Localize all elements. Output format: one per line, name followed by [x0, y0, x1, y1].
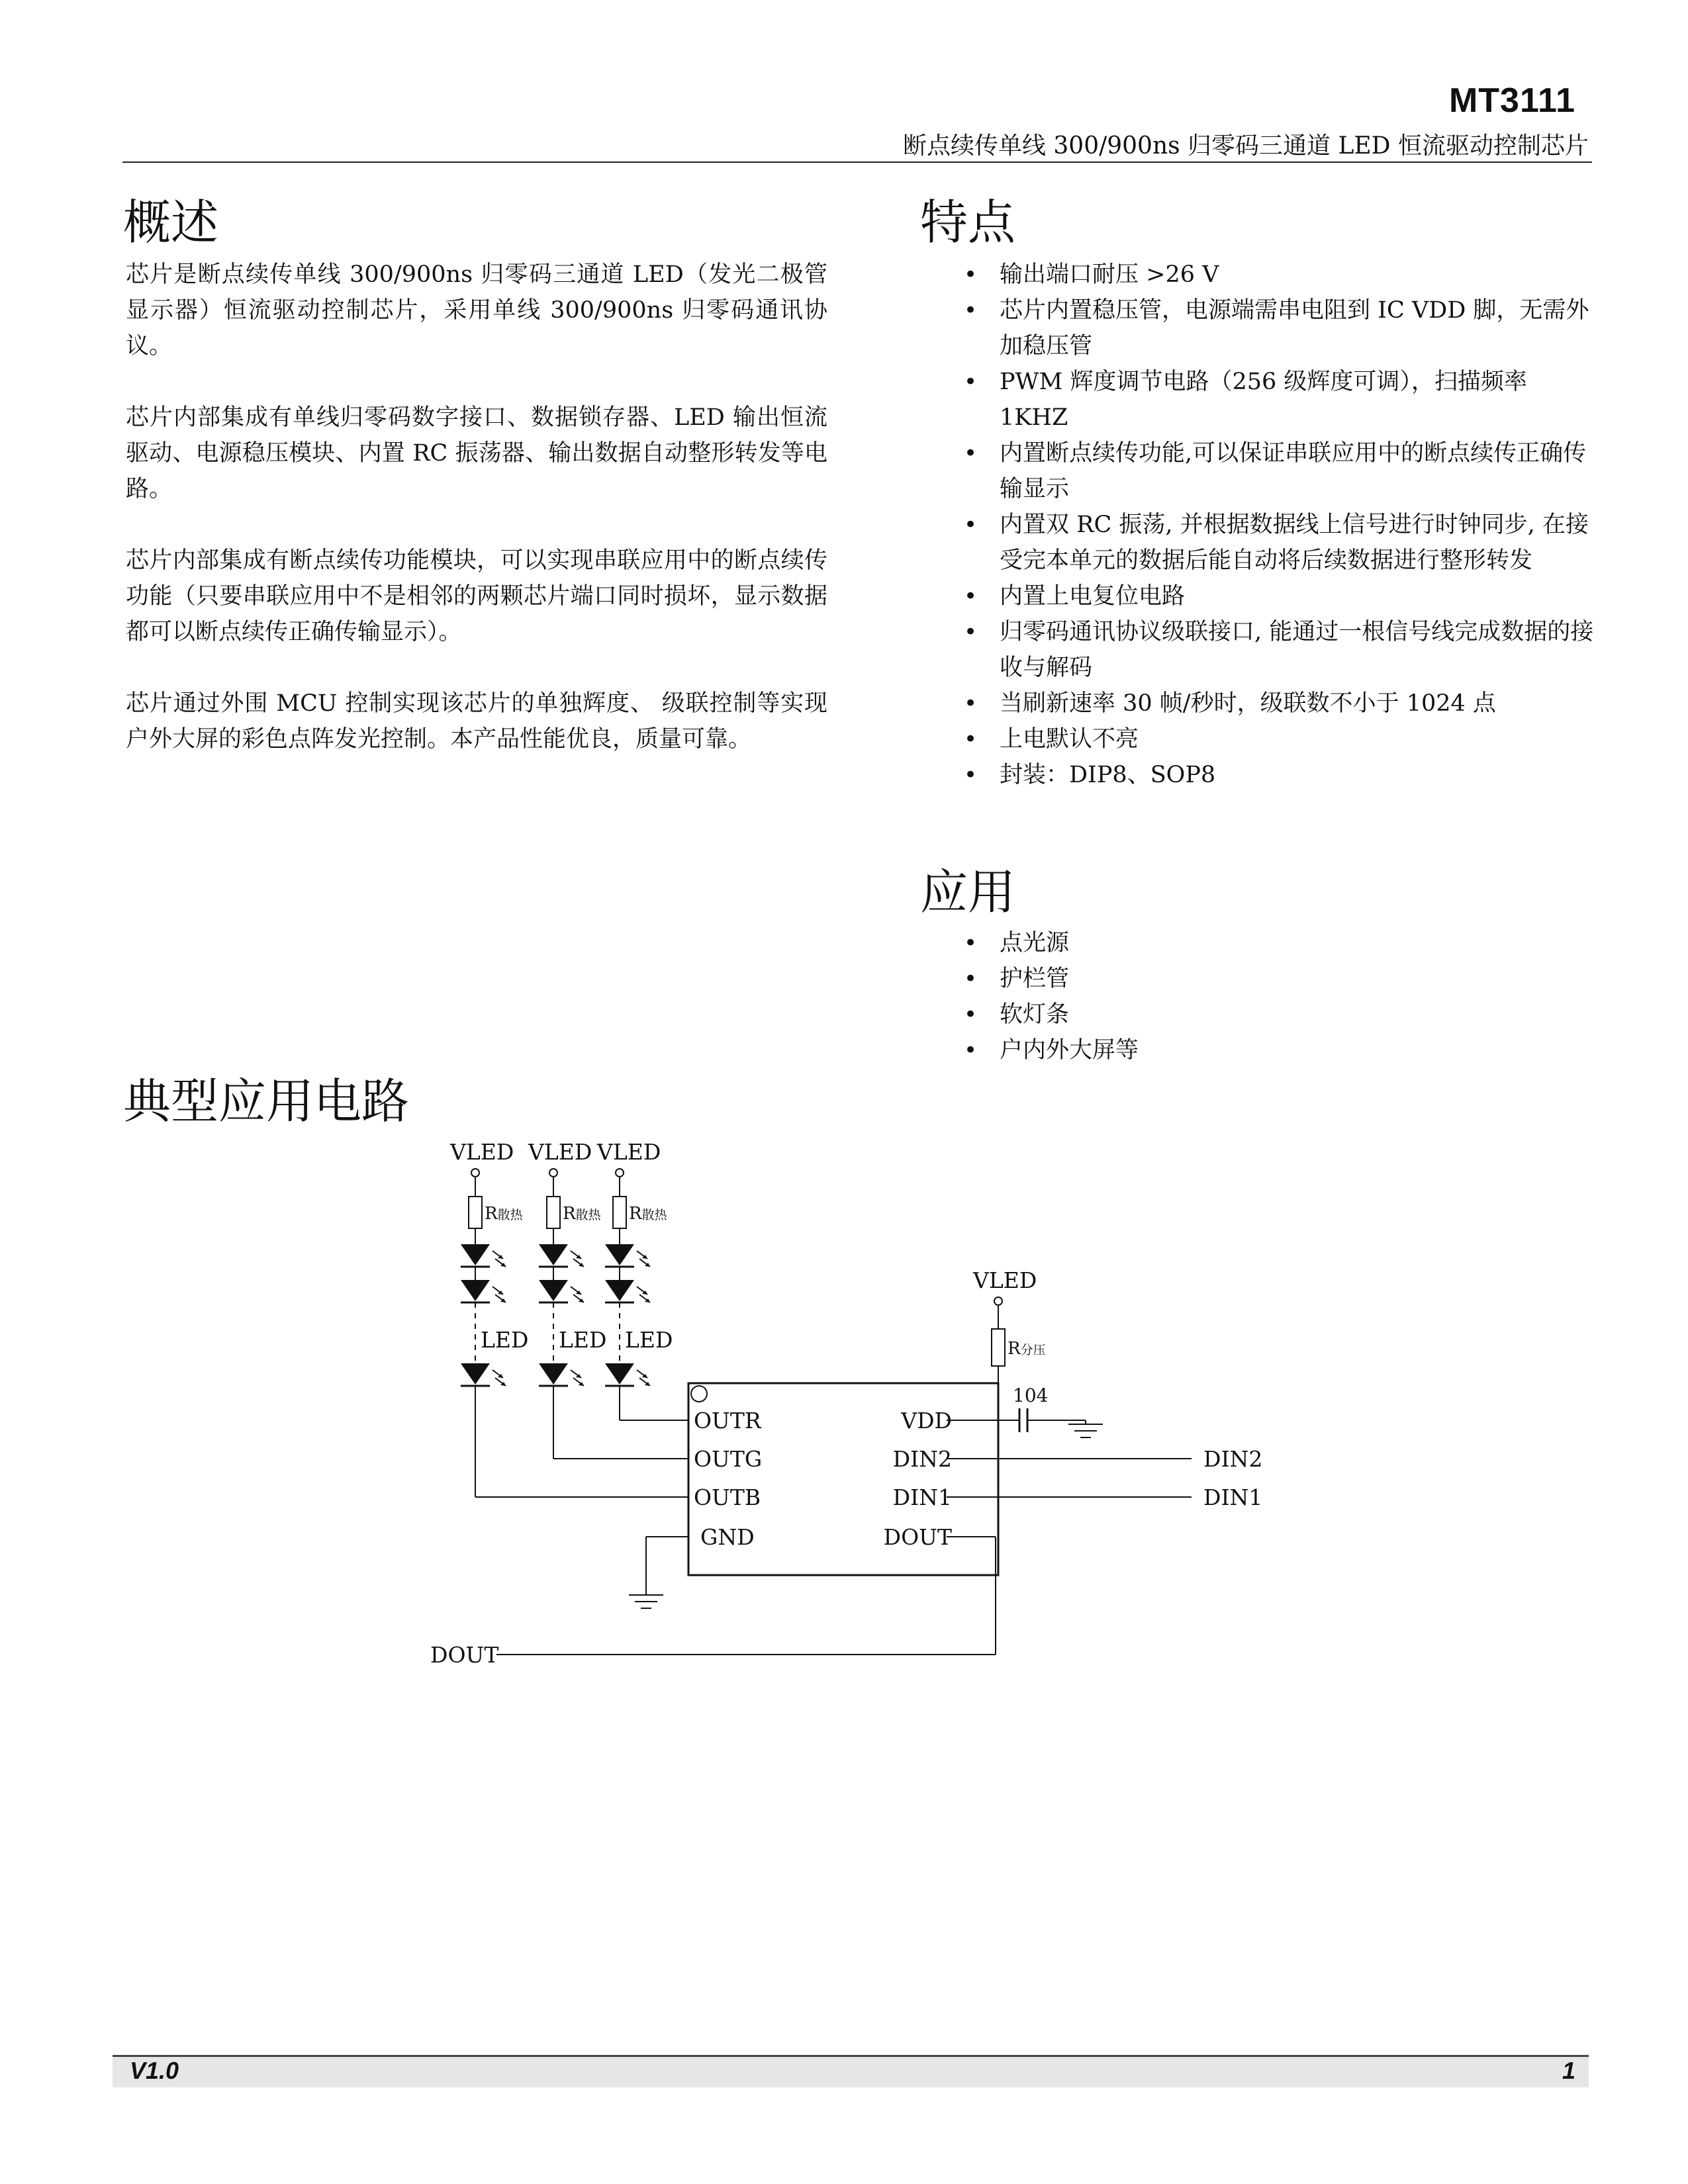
vled-label: VLED	[973, 1267, 1037, 1293]
list-item: • PWM 辉度调节电路（256 级辉度可调），扫描频率 1KHZ	[920, 364, 1602, 435]
list-item: • 当刷新速率 30 帧/秒时，级联数不小于 1024 点	[920, 686, 1602, 721]
led-icon	[605, 1363, 650, 1386]
footer-version: V1.0	[130, 2057, 179, 2084]
list-item: • 户内外大屏等	[920, 1032, 1602, 1068]
r-div-label: R分压	[1008, 1339, 1046, 1359]
overview-title: 概述	[123, 195, 219, 250]
ground-icon	[1068, 1424, 1103, 1437]
list-item: • 内置上电复位电路	[920, 578, 1602, 614]
applications-title: 应用	[920, 864, 1016, 920]
led-icon	[461, 1280, 506, 1302]
features-title: 特点	[920, 195, 1016, 250]
list-item: • 输出端口耐压 >26 V	[920, 257, 1602, 293]
page-number: 1	[1562, 2057, 1575, 2084]
led-icon	[605, 1280, 650, 1302]
list-item: • 软灯条	[920, 997, 1602, 1032]
vled-label: VLED	[528, 1139, 592, 1165]
pin-label-outg: OUTG	[694, 1446, 763, 1472]
led-icon	[605, 1244, 650, 1267]
list-item: • 芯片内置稳压管，电源端需串电阻到 IC VDD 脚，无需外加稳压管	[920, 293, 1602, 364]
r-heat-label: R散热	[629, 1204, 667, 1224]
pin-label-din1: DIN1	[892, 1484, 952, 1510]
led-label: LED	[625, 1327, 673, 1353]
led-label: LED	[481, 1327, 529, 1353]
pin1-marker	[691, 1386, 707, 1402]
vled-terminal	[616, 1169, 624, 1177]
vled-label: VLED	[597, 1139, 661, 1165]
footer-bar	[113, 2055, 1589, 2087]
led-icon	[539, 1363, 584, 1386]
ground-icon	[629, 1595, 663, 1608]
pin-label-din2: DIN2	[892, 1446, 952, 1472]
led-icon	[461, 1244, 506, 1267]
led-icon	[539, 1244, 584, 1267]
resistor	[992, 1329, 1005, 1366]
led-icon	[539, 1280, 584, 1302]
overview-paragraph-2: 芯片内部集成有单线归零码数字接口、数据锁存器、LED 输出恒流驱动、电源稳压模块、内置 RC 振荡器、输出数据自动整形转发等电路。	[126, 404, 827, 502]
circuit-title: 典型应用电路	[123, 1073, 410, 1129]
ext-dout-label: DOUT	[430, 1642, 499, 1668]
pin-label-gnd: GND	[700, 1524, 755, 1550]
led-label: LED	[559, 1327, 607, 1353]
capacitor-label: 104	[1013, 1385, 1049, 1406]
header-subtitle: 断点续传单线 300/900ns 归零码三通道 LED 恒流驱动控制芯片	[902, 132, 1589, 159]
pin-label-outb: OUTB	[694, 1484, 761, 1510]
r-heat-label: R散热	[563, 1204, 601, 1224]
list-item: • 护栏管	[920, 961, 1602, 997]
resistor	[547, 1197, 560, 1228]
overview-paragraph-3: 芯片内部集成有断点续传功能模块，可以实现串联应用中的断点续传功能（只要串联应用中不是相邻的两颗芯片端口同时损坏，显示数据都可以断点续传正确传输显示）。	[126, 547, 827, 645]
led-icon	[461, 1363, 506, 1386]
pin-label-dout: DOUT	[883, 1524, 952, 1550]
list-item: • 内置断点续传功能,可以保证串联应用中的断点续传正确传输显示	[920, 435, 1602, 507]
list-item: • 点光源	[920, 925, 1602, 961]
overview-paragraph-1: 芯片是断点续传单线 300/900ns 归零码三通道 LED（发光二极管显示器）恒流驱动控制芯片，采用单线 300/900ns 归零码通讯协议。	[126, 261, 827, 359]
vled-terminal	[994, 1297, 1002, 1305]
list-item: • 封装：DIP8、SOP8	[920, 757, 1602, 793]
list-item: • 上电默认不亮	[920, 721, 1602, 757]
header-model: MT3111	[1448, 81, 1575, 120]
pin-label-outr: OUTR	[694, 1408, 761, 1433]
vled-label: VLED	[450, 1139, 514, 1165]
overview-paragraph-4: 芯片通过外围 MCU 控制实现该芯片的单独辉度、 级联控制等实现户外大屏的彩色点阵发光控制。本产品性能优良，质量可靠。	[126, 690, 827, 752]
vled-terminal	[549, 1169, 557, 1177]
resistor	[613, 1197, 626, 1228]
vled-terminal	[471, 1169, 479, 1177]
pin-label-vdd: VDD	[901, 1408, 952, 1433]
resistor	[469, 1197, 482, 1228]
ext-din2-label: DIN2	[1203, 1446, 1263, 1472]
list-item: • 归零码通讯协议级联接口, 能通过一根信号线完成数据的接收与解码	[920, 614, 1602, 686]
r-heat-label: R散热	[485, 1204, 523, 1224]
ext-din1-label: DIN1	[1203, 1484, 1263, 1510]
list-item: • 内置双 RC 振荡, 并根据数据线上信号进行时钟同步, 在接受完本单元的数据后能自动将后续数据进行整形转发	[920, 507, 1602, 578]
